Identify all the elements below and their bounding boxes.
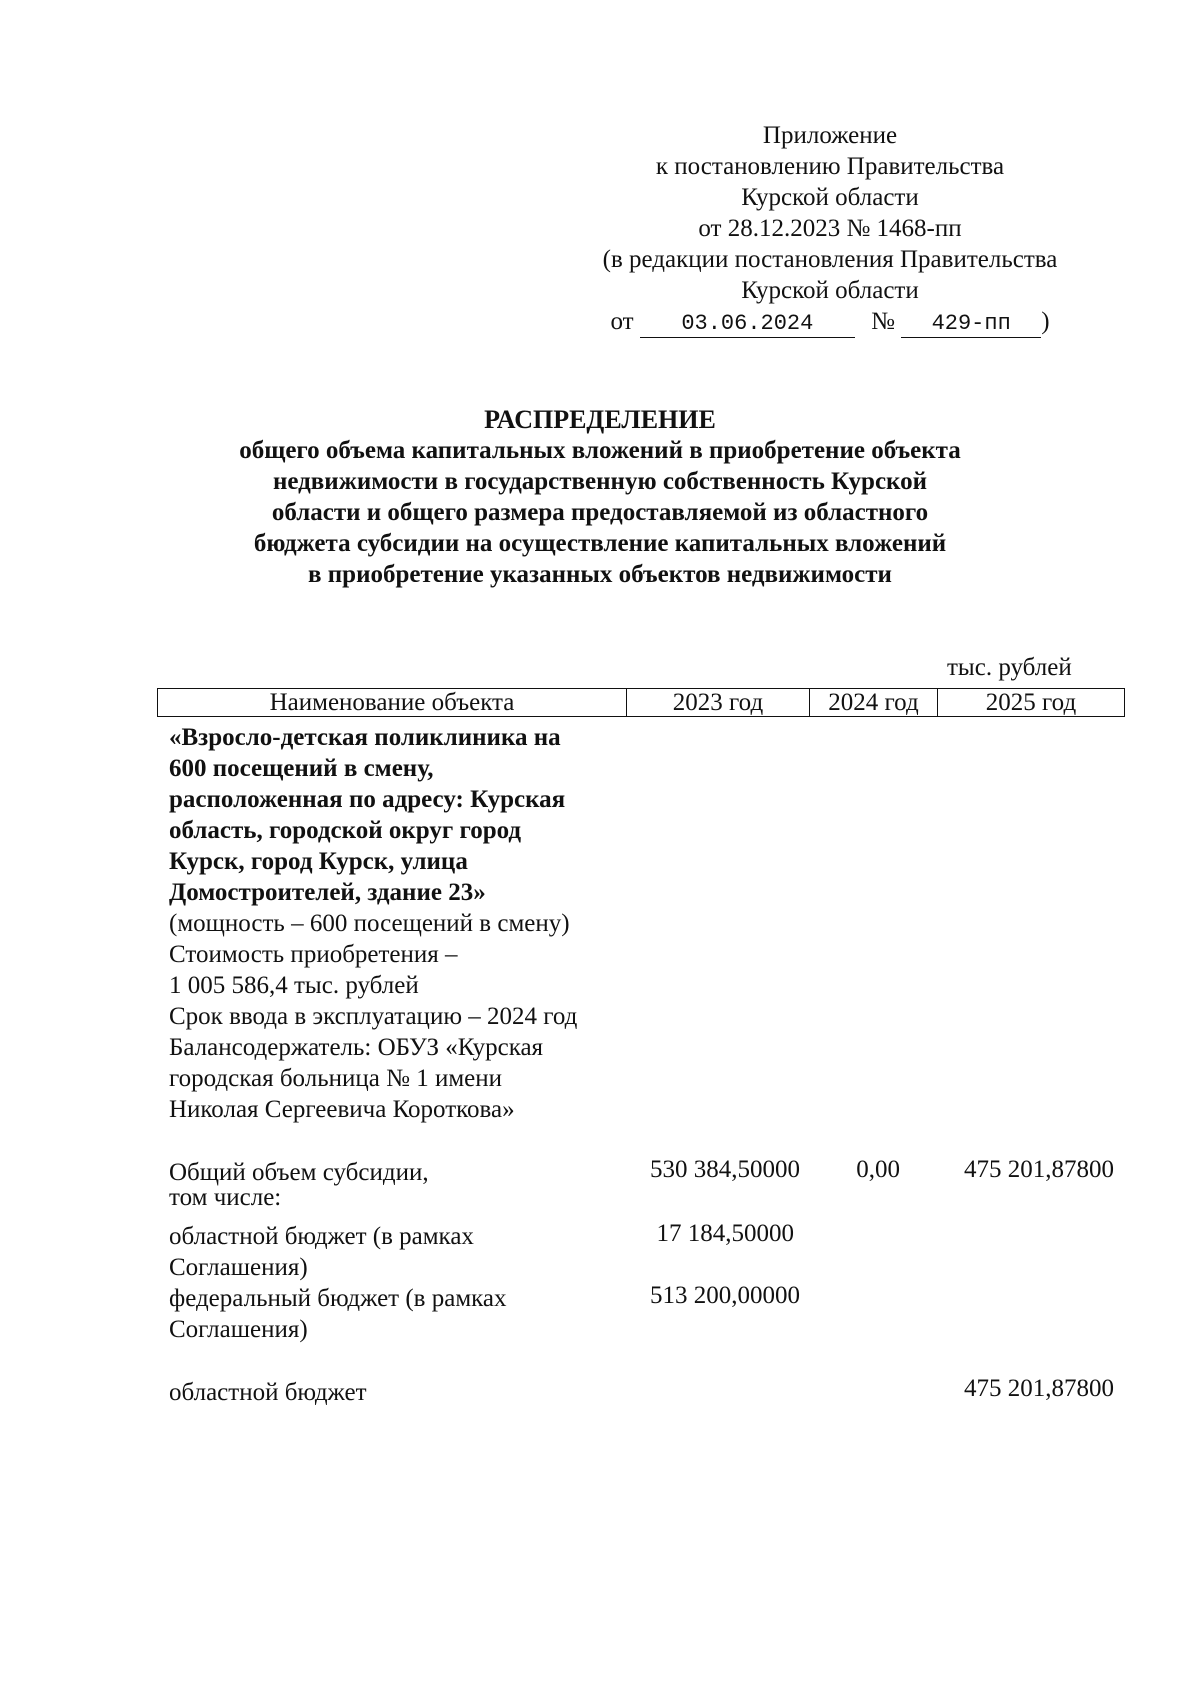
row-label-line: том числе: bbox=[169, 1184, 282, 1211]
units-label: тыс. рублей bbox=[947, 654, 1072, 681]
row-label-line: Соглашения) bbox=[169, 1316, 308, 1343]
table-row-label bbox=[169, 1221, 474, 1283]
table-row-label bbox=[169, 1377, 367, 1408]
appendix-line: от 28.12.2023 № 1468-пп bbox=[698, 215, 962, 242]
header-object-name: Наименование объекта bbox=[158, 689, 627, 716]
object-detail-line: Стоимость приобретения – bbox=[169, 941, 458, 968]
amendment-number: 429-пп bbox=[901, 311, 1041, 338]
title-line: общего объема капитальных вложений в приобретение объекта bbox=[239, 437, 961, 464]
appendix-line: к постановлению Правительства bbox=[655, 153, 1005, 180]
closing-paren: ) bbox=[1041, 308, 1050, 335]
row-regional-2023: 17 184,50000 bbox=[656, 1220, 794, 1247]
table-row-label bbox=[169, 1283, 507, 1345]
header-2025: 2025 год bbox=[985, 689, 1077, 716]
title-heading: РАСПРЕДЕЛЕНИЕ bbox=[484, 405, 716, 434]
amendment-date-line bbox=[560, 306, 1100, 338]
appendix-line: Курской области bbox=[741, 277, 919, 304]
header-2023: 2023 год bbox=[627, 689, 810, 716]
object-description bbox=[169, 722, 639, 1125]
object-detail-line: Николая Сергеевича Короткова» bbox=[169, 1096, 515, 1123]
object-detail-line: 1 005 586,4 тыс. рублей bbox=[169, 972, 419, 999]
object-detail-line: (мощность – 600 посещений в смену) bbox=[169, 910, 570, 937]
object-detail-line: Срок ввода в эксплуатацию – 2024 год bbox=[169, 1003, 578, 1030]
object-detail-line: городская больница № 1 имени bbox=[169, 1065, 502, 1092]
row-total-2024: 0,00 bbox=[856, 1156, 900, 1183]
appendix-header bbox=[560, 120, 1100, 338]
amendment-date: 03.06.2024 bbox=[640, 311, 855, 338]
appendix-line: Курской области bbox=[741, 184, 919, 211]
from-prefix: от bbox=[610, 308, 634, 335]
object-name-line: Домостроителей, здание 23» bbox=[169, 879, 486, 906]
table-row-label bbox=[169, 1157, 429, 1213]
row-label-line: Соглашения) bbox=[169, 1254, 308, 1281]
row-regional-only-2025: 475 201,87800 bbox=[964, 1375, 1114, 1402]
object-name-line: «Взросло-детская поликлиника на bbox=[169, 724, 561, 751]
object-name-line: область, городской округ город bbox=[169, 817, 522, 844]
row-total-2025: 475 201,87800 bbox=[964, 1156, 1114, 1183]
object-name-line: Курск, город Курск, улица bbox=[169, 848, 468, 875]
title-line: бюджета субсидии на осуществление капитальных вложений bbox=[253, 530, 947, 557]
object-name-line: расположенная по адресу: Курская bbox=[169, 786, 566, 813]
title-line: области и общего размера предоставляемой из областного bbox=[271, 499, 929, 526]
appendix-line: Приложение bbox=[762, 122, 898, 149]
number-prefix: № bbox=[871, 308, 895, 335]
row-label-line: областной бюджет bbox=[169, 1379, 367, 1406]
row-federal-2023: 513 200,00000 bbox=[650, 1282, 800, 1309]
row-label-line: федеральный бюджет (в рамках bbox=[169, 1285, 507, 1312]
title-line: недвижимости в государственную собственность Курской bbox=[272, 468, 928, 495]
object-name-line: 600 посещений в смену, bbox=[169, 755, 434, 782]
row-label-line: областной бюджет (в рамках bbox=[169, 1223, 474, 1250]
row-label-line: Общий объем субсидии, bbox=[169, 1159, 429, 1186]
table-header bbox=[157, 688, 1125, 717]
document-title bbox=[150, 404, 1050, 590]
object-detail-line: Балансодержатель: ОБУЗ «Курская bbox=[169, 1034, 544, 1061]
header-2024: 2024 год bbox=[810, 689, 938, 716]
row-total-2023: 530 384,50000 bbox=[650, 1156, 800, 1183]
appendix-line: (в редакции постановления Правительства bbox=[602, 246, 1058, 273]
title-line: в приобретение указанных объектов недвижимости bbox=[308, 561, 892, 588]
